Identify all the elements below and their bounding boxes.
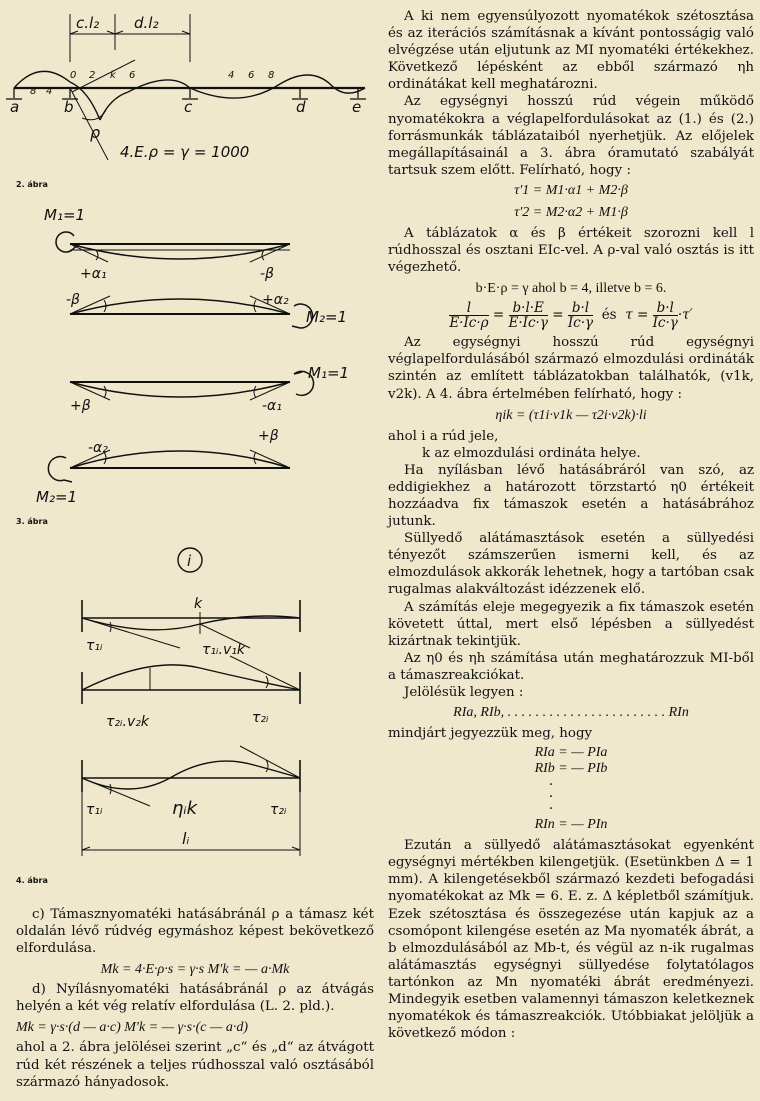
figure-3-beam-3	[70, 371, 314, 400]
beta-pos-3: +β	[70, 398, 91, 414]
left-text-block	[16, 906, 374, 1091]
paragraph-5: Ha nyílásban lévő hatásábráról van szó, az eddigiekhez a határozott törzstartó η0 értékeit hozzáadva fix támaszok esetén a hatásábrához jutunk.	[388, 462, 754, 530]
tau-rhs: ·τ′	[677, 307, 693, 324]
beta-neg-top: -β	[260, 266, 274, 282]
tau2i-a: τ₂ᵢ	[252, 710, 269, 726]
figure-3-caption: 3. ábra	[16, 517, 48, 526]
fraction-4: $\frac{b\cdot l}{Ic\cdot\gamma}$	[652, 300, 678, 332]
scale-right-6: 6	[248, 70, 255, 81]
fraction-1: $\frac{l}{E\cdot Ic\cdot\rho}$	[449, 300, 489, 332]
support-d: d	[296, 98, 306, 116]
paragraph-3: A táblázatok α és β értékeit szorozni kell l rúdhosszal és osztani EIc-vel. A ρ-val való osztás is itt végezhető.	[388, 225, 754, 276]
paragraph-4: Az egységnyi hosszú rúd egységnyi véglapelfordulásából származó elmozdulási ordináták szintén az említett táblázatokban találhatók, (v1k, v2k). A 4. ábra értelmében felírható, hogy :	[388, 335, 754, 402]
tau2i-v2k: τ₂ᵢ.v₂k	[106, 714, 149, 730]
paragraph-6: Süllyedő alátámasztások esetén a süllyedési tényezőt számszerűen ismerni kell, és az elmozdulások akkorák lehetnek, hogy a tartóban csak rugalmas alakváltozást idézzenek elő.	[388, 531, 754, 598]
paragraph-11: Ezután a süllyedő alátámasztásokat egyenként egységnyi mértékben kilengetjük. (Esetünkben Δ = 1 mm). A kilengetésekből származó kezdeti befogadási nyomatékokat az Mk = 6. E. z. Δ képletből számítjuk. Ezek szétosztása és összegezése után kapjuk az a csomópont kilengése esetén az Ma nyomaték ábrát, a b elmozdulásából az Mb-t, és végül az n-ik rugalmas alátámasztás egységnyi süllyedése folytatólagos tartónkon az Mn nyomatéki ábrát eredményezi. Mindegyik esetben valamennyi támaszon keletkeznek nyomatékok és támaszreakciók. Utóbbiakat jelöljük a következő módon :	[388, 838, 754, 1042]
figure-2-caption: 2. ábra	[16, 180, 48, 189]
paragraph-10: mindjárt jegyezzük meg, hogy	[388, 726, 593, 742]
equation-ria: RIa = — PIa	[534, 745, 608, 761]
m2-right: M₂=1	[306, 308, 348, 326]
right-column	[388, 0, 754, 1101]
alpha1-neg: -α₁	[262, 398, 282, 414]
m1-top: M₁=1	[44, 206, 86, 224]
word-and: és	[601, 307, 617, 324]
where-line-2: k az elmozdulási ordináta helye.	[422, 445, 641, 461]
tau2i-b: τ₂ᵢ	[270, 802, 287, 818]
fraction-3: $\frac{b\cdot l}{Ic\cdot\gamma}$	[567, 300, 594, 332]
paragraph-2: Az egységnyi hosszú rúd végein működő nyomatékokra a véglapelfordulásokat az (1.) és (2.) forrásmunkák táblázataiból nyerhetjük. Az előjelek megállapításainál a 3. ábra óramutató szabályát tartsuk szem előtt. Felírható, hogy :	[388, 94, 754, 178]
final-paragraph: ahol a 2. ábra jelölései szerint „c“ és „d“ az átvágott rúd két részének a teljes rúdhosszal való osztásából származó hányadosok.	[16, 1040, 374, 1090]
scale-mid-0: 0	[70, 70, 77, 81]
m2-left: M₂=1	[36, 488, 78, 506]
c-paragraph: c) Támasznyomatéki hatásábránál ρ a támasz két oldalán lévő rúdvég egymáshoz képest bekövetkező elfordulása.	[16, 907, 374, 957]
vertical-ellipsis: · · ·	[548, 777, 554, 818]
tau1i-b: τ₁ᵢ	[86, 802, 103, 818]
m1-right: M₁=1	[308, 364, 350, 382]
figure-4-beam-1	[82, 600, 300, 648]
equation-b: b·E·ρ = γ ahol b = 4, illetve b = 6.	[475, 281, 667, 297]
alpha1-pos: +α₁	[80, 266, 107, 282]
figure-2-formula: 4.E.ρ = γ = 1000	[120, 143, 250, 161]
support-a: a	[10, 98, 20, 116]
scale-right-8: 8	[268, 70, 275, 81]
figure-4-beam-3	[82, 746, 300, 806]
equation-eta: ηik = (τ1i·v1k — τ2i·v2k)·li	[495, 407, 647, 423]
where-line-1: ahol i a rúd jele,	[388, 428, 499, 444]
paragraph-7: A számítás eleje megegyezik a fix támaszok esetén követett úttal, mert első lépésben a süllyedést kizártnak tekintjük.	[388, 599, 754, 649]
equation-tau2: τ′2 = M2·α2 + M1·β	[514, 204, 628, 220]
tau1i-v1k: τ₁ᵢ.v₁k	[202, 642, 245, 658]
figure-3	[0, 196, 380, 516]
support-b: b	[64, 98, 74, 116]
scale-mid-k: k	[110, 70, 116, 81]
circle-i-label: i	[187, 552, 192, 570]
scale-mid-6: 6	[129, 70, 136, 81]
paragraph-9: Jelölésük legyen :	[404, 685, 524, 700]
alpha2-neg: -α₂	[88, 440, 108, 456]
paragraph-8: Az η0 és ηh számítása után meghatározzuk MI-ből a támaszreakciókat.	[388, 650, 754, 683]
support-e: e	[352, 98, 362, 116]
equation-mk-d: Mk = γ·s·(d — a·c) M′k = — γ·s·(c — a·d)	[16, 1020, 249, 1036]
equation-tau1: τ′1 = M1·α1 + M2·β	[514, 182, 628, 198]
equation-reaction-list: RIa, RIb, . . . . . . . . . . . . . . . . . . . . . . . RIn	[453, 705, 689, 721]
d-paragraph: d) Nyílásnyomatéki hatásábránál ρ az átvágás helyén a két vég relatív elfordulása (L. 2. pld.).	[16, 982, 374, 1015]
li-label: lᵢ	[182, 829, 190, 848]
dim-d-label: d.l₂	[134, 14, 159, 32]
figure-4-caption: 4. ábra	[16, 876, 48, 885]
figure-3-beam-4	[48, 450, 290, 482]
k-label: k	[194, 596, 203, 612]
scale-right-4: 4	[228, 70, 235, 81]
equation-rin: RIn = — PIn	[534, 817, 608, 833]
equation-mk-c: Mk = 4·E·ρ·s = γ·s M′k = — a·Mk	[100, 962, 290, 978]
figure-3-beam-1	[56, 232, 290, 262]
alpha2-pos: +α₂	[262, 292, 289, 308]
dim-c-label: c.l₂	[76, 14, 100, 32]
right-text-block	[388, 8, 754, 1042]
tau1i-a: τ₁ᵢ	[86, 638, 103, 654]
scale-left-4: 4	[46, 86, 53, 97]
fraction-equation: $\frac{l}{E\cdot Ic\cdot\rho}$ = $\frac{b\cdot l\cdot E}{E\cdot Ic\cdot\gamma}$ = $\frac{b\cdot l}{Ic\cdot\gamma}$ és τ = $\frac{b\cdot l}{Ic\cdot\gamma}$ ·τ′	[449, 300, 693, 332]
eta-ik: ηᵢk	[172, 798, 198, 819]
scale-mid-2: 2	[89, 70, 96, 81]
scale-left-8: 8	[30, 86, 37, 97]
equation-rib: RIb = — PIb	[534, 761, 608, 777]
rho-label: ρ	[90, 123, 101, 142]
figure-2	[0, 0, 380, 180]
support-c: c	[184, 98, 193, 116]
figure-4-beam-2	[82, 656, 300, 704]
figure-4	[0, 538, 380, 868]
paragraph-1: A ki nem egyensúlyozott nyomatékok szétosztása és az iterációs számításnak a kívánt pontosságig való elvégzése után eljutunk az MI nyomatéki értékekhez. Következő lépésként az ebből származó ηh ordinátákat kell meghatározni.	[388, 9, 754, 93]
beta-pos-4: +β	[258, 428, 279, 444]
fraction-2: $\frac{b\cdot l\cdot E}{E\cdot Ic\cdot\gamma}$	[508, 300, 548, 332]
beta-neg-2: -β	[66, 292, 80, 308]
tau-lhs: τ =	[625, 307, 649, 324]
